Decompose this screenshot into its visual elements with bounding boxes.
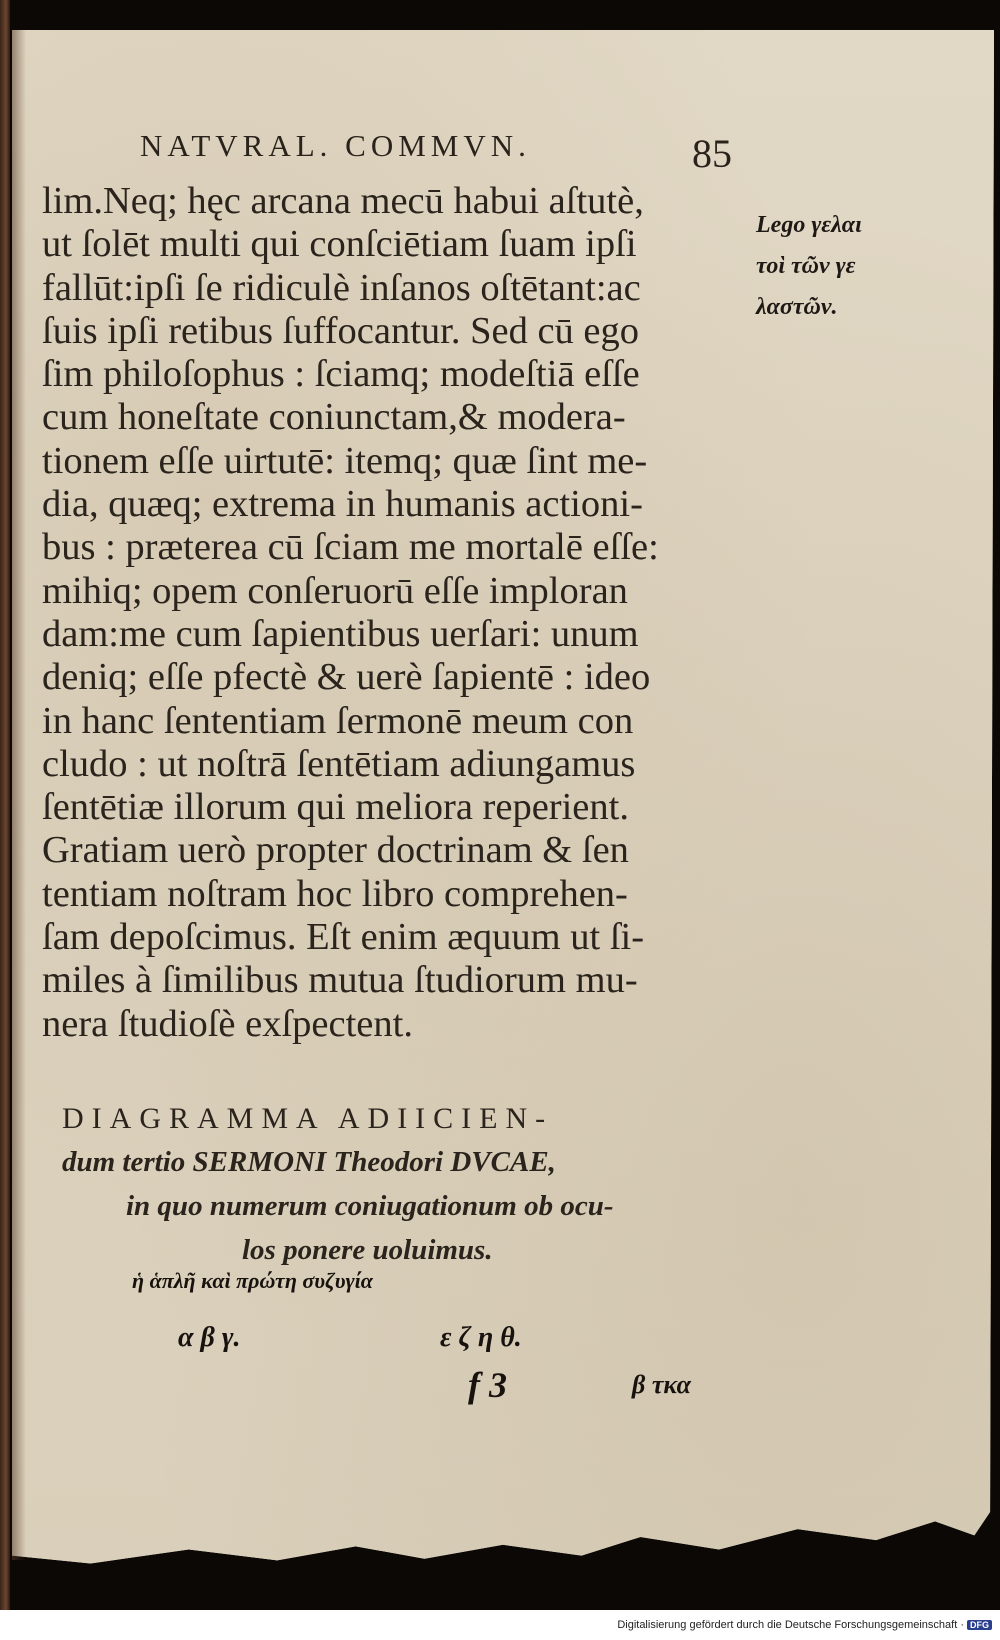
handwritten-note: ἡ ἁπλῆ καὶ πρώτη συζυγία [132,1268,373,1293]
dfg-logo: DFG [967,1620,992,1630]
text-line: tentiam noſtram hoc libro comprehen- [42,872,628,915]
diagram-heading-line: in quo numerum coniugationum ob ocu- [126,1190,614,1222]
book-spine [0,0,10,1610]
text-line: fallūt:ipſi ſe ridiculè inſanos oſtētant:ac [42,266,641,309]
diagram-heading-line: dum tertio SERMONI Theodori DVCAE, [62,1146,556,1178]
text-line: mihiq; opem conſeruorū eſſe imploran [42,569,628,612]
marginal-note [756,205,946,328]
text-line: tionem eſſe uirtutē: itemq; quæ ſint me- [42,439,648,482]
text-line: ſuis ipſi retibus ſuffocantur. Sed cū ego [42,309,640,352]
page-number: 85 [692,131,732,176]
text-line: lim.Neq; hęc arcana mecū habui aſtutè, [42,180,644,222]
text-line: ut ſolēt multi qui conſciētiam ſuam ipſi [42,223,637,266]
handwritten-letters: f 3 [468,1365,507,1405]
margin-note-line: Lego γελαι [756,212,862,238]
text-line: miles à ſimilibus mutua ſtudiorum mu- [42,959,638,1002]
text-line: dia, quæq; extrema in humanis actioni- [42,483,643,526]
diagram-heading [62,1098,722,1272]
text-line: cludo : ut noſtrā ſentētiam adiungamus [42,742,636,785]
handwritten-letters: ε ζ η θ. [440,1322,522,1353]
text-line: cum honeſtate coniunctam,& modera- [42,396,626,439]
text-line: bus : præterea cū ſciam me mortalē eſſe: [42,526,659,569]
footer-text: Digitalisierung gefördert durch die Deutsche Forschungsgemeinschaft · [617,1619,964,1631]
text-line: Gratiam uerò propter doctrinam & ſen [42,829,629,872]
text-line: nera ſtudioſè exſpectent. [42,1002,413,1045]
digitization-footer [600,1619,992,1637]
handwritten-letters: β τκα [632,1370,692,1399]
text-line: ſam depoſcimus. Eſt enim æquum ut ſi- [42,916,645,959]
margin-note-line: τοὶ τῶν γε [756,253,856,279]
text-line: ſentētiæ illorum qui meliora reperient. [42,786,629,829]
page-gutter-shadow [12,30,26,1560]
body-text [42,180,742,1046]
text-line: dam:me cum ſapientibus uerſari: unum [42,612,639,655]
text-line: in hanc ſententiam ſermonē meum con [42,699,634,742]
diagram-heading-title: DIAGRAMMA ADIICIEN- [62,1102,554,1135]
handwritten-letters: α β γ. [178,1322,241,1353]
text-line: ſim philoſophus : ſciamq; modeſtiā eſſe [42,353,640,396]
margin-note-line: λαστῶν. [756,294,838,320]
diagram-heading-line: los ponere uoluimus. [242,1234,493,1266]
text-line: deniq; eſſe pfectè & uerè ſapientē : ideo [42,656,651,699]
running-head: NATVRAL. COMMVN. [140,128,531,163]
